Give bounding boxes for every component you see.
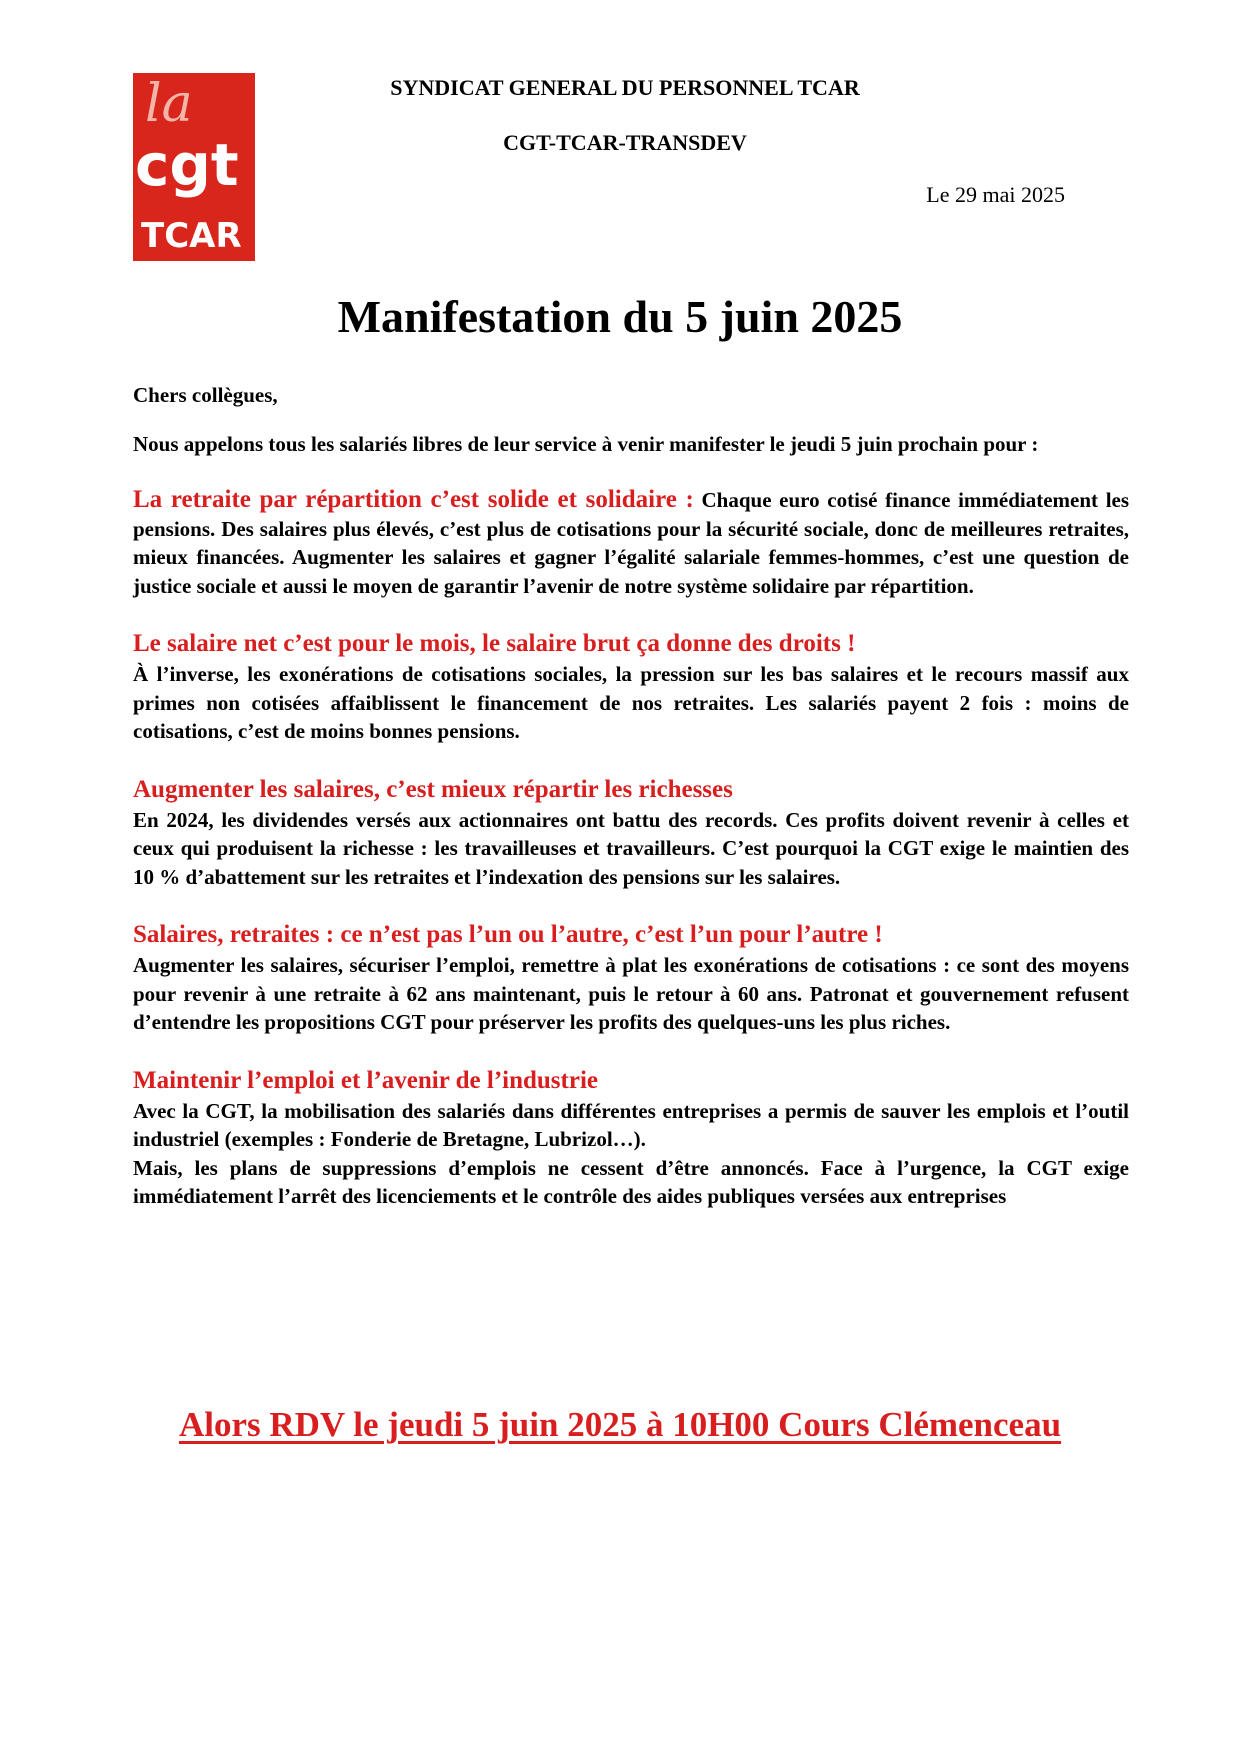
letter-body (133, 380, 1129, 1211)
page-title: Manifestation du 5 juin 2025 (337, 291, 903, 342)
call-to-action (0, 1405, 1240, 1445)
intro-paragraph: Nous appelons tous les salariés libres de leur service à venir manifester le jeudi 5 juin prochain pour : (133, 432, 1039, 456)
section-heading: Le salaire net c’est pour le mois, le salaire brut ça donne des droits ! (133, 630, 856, 657)
document-date: Le 29 mai 2025 (926, 182, 1065, 207)
logo-cgt-text: cgt (135, 131, 239, 199)
section-body: En 2024, les dividendes versés aux actionnaires ont battu des records. Ces profits doivent revenir à celles et ceux qui produisent la richesse : les travailleuses et travailleurs. C’est pourquoi la CGT exige le maintien des 10 % d’abattement sur les retraites et l’indexation des pensions sur les salaires. (133, 807, 1129, 889)
section-heading: Salaires, retraites : ce n’est pas l’un ou l’autre, c’est l’un pour l’autre ! (133, 921, 883, 948)
call-to-action-text: Alors RDV le jeudi 5 juin 2025 à 10H00 Cours Clémenceau (178, 1405, 1062, 1444)
section-body: Avec la CGT, la mobilisation des salariés dans différentes entreprises a permis de sauver les emplois et l’outil industriel (exemples : Fonderie de Bretagne, Lubrizol…). (133, 1098, 1129, 1151)
section-body: Augmenter les salaires, sécuriser l’emploi, remettre à plat les exonérations de cotisations : ce sont des moyens pour revenir à une retraite à 62 ans maintenant, puis le retour à 60 ans. Patronat et gouvernement refusent d’entendre les propositions CGT pour préserver les profits des quelques-uns les plus riches. (133, 953, 1129, 1034)
section-heading: La retraite par répartition c’est solide et solidaire : (133, 486, 694, 513)
greeting: Chers collègues, (133, 383, 278, 407)
section-body-continued: Mais, les plans de suppressions d’emplois ne cessent d’être annoncés. Face à l’urgence, la CGT exige immédiatement l’arrêt des licenciements et le contrôle des aides publiques versées aux entreprises (133, 1155, 1129, 1208)
logo-la-text: la (145, 74, 193, 134)
section-body: Chaque euro cotisé finance immédiatement les pensions. Des salaires plus élevés, c’est plus de cotisations pour la sécurité sociale, donc de meilleures retraites, mieux financées. Augmenter les salaires et gagner l’égalité salariale femmes-hommes, c’est une question de justice sociale et aussi le moyen de garantir l’avenir de notre système solidaire par répartition. (133, 488, 1130, 598)
section-heading: Maintenir l’emploi et l’avenir de l’industrie (133, 1066, 599, 1094)
section-emploi-industrie (133, 1065, 1129, 1211)
section-heading: Augmenter les salaires, c’est mieux répartir les richesses (133, 775, 733, 803)
section-body: À l’inverse, les exonérations de cotisations sociales, la pression sur les bas salaires et le recours massif aux primes non cotisées affaiblissent le financement de nos retraites. Les salariés payent 2 fois : moins de cotisations, c’est de moins bonnes pensions. (133, 662, 1129, 743)
section-retraite (133, 486, 1129, 600)
cgt-tcar-logo (133, 73, 255, 261)
logo-tcar-text: TCAR (141, 216, 242, 256)
section-salaire-net (133, 628, 1129, 746)
section-richesses (133, 774, 1129, 892)
org-subtitle: CGT-TCAR-TRANSDEV (503, 130, 747, 155)
section-salaires-retraites (133, 919, 1129, 1037)
org-name: SYNDICAT GENERAL DU PERSONNEL TCAR (390, 75, 860, 100)
